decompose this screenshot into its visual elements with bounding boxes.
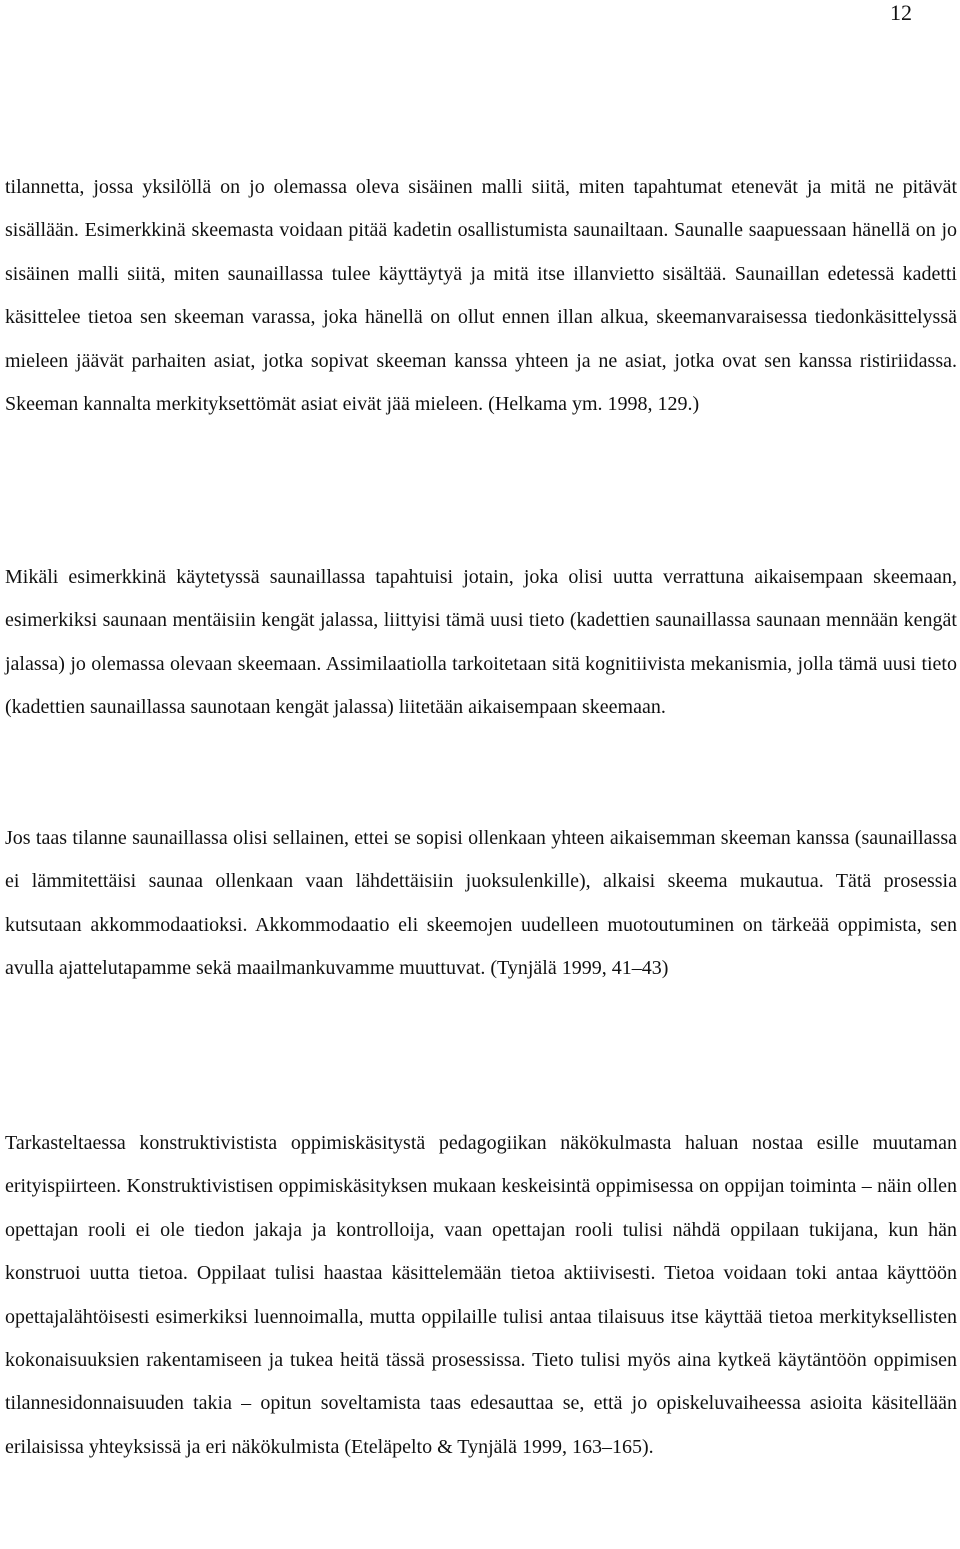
page-number: 12 [890,0,912,25]
body-paragraph: Mikäli esimerkkinä käytetyssä saunaillassa tapahtuisi jotain, joka olisi uutta verrattuna aikaisempaan skeemaan, esimerkiksi saunaan mentäisiin kengät jalassa, liittyisi tämä uusi tieto (kadettien saunaillassa saunaan mennään kengät jalassa) jo olemassa olevaan skeemaan. Assimilaatiolla tarkoitetaan sitä kognitiivista mekanismia, jolla tämä uusi tieto (kadettien saunaillassa saunotaan kengät jalassa) liitetään aikaisempaan skeemaan. [5,566,957,719]
body-paragraph: Jos taas tilanne saunaillassa olisi sellainen, ettei se sopisi ollenkaan yhteen aikaisemman skeeman kanssa (saunaillassa ei lämmitettäisi saunaa ollenkaan vaan lähdettäisiin juoksulenkille), alkaisi skeema mukautua. Tätä prosessia kutsutaan akkommodaatioksi. Akkommodaatio eli skeemojen uudelleen muotoutuminen on tärkeää oppimista, sen avulla ajattelutapamme sekä maailmankuvamme muuttuvat. (Tynjälä 1999, 41–43) [5,827,957,980]
body-paragraph: tilannetta, jossa yksilöllä on jo olemassa oleva sisäinen malli siitä, miten tapahtumat etenevät ja mitä ne pitävät sisällään. Esimerkkinä skeemasta voidaan pitää kadetin osallistumista saunailtaan. Saunalle saapuessaan hänellä on jo sisäinen malli siitä, miten saunaillassa tulee käyttäytyä ja mitä itse illanvietto sisältää. Saunaillan edetessä kadetti käsittelee tietoa sen skeeman varassa, joka hänellä on ollut ennen illan alkua, skeemanvaraisessa tiedonkäsittelyssä mieleen jäävät parhaiten asiat, jotka sopivat skeeman kanssa yhteen ja ne asiat, jotka ovat sen kanssa ristiriidassa. Skeeman kannalta merkityksettömät asiat eivät jää mieleen. (Helkama ym. 1998, 129.) [5,176,957,416]
body-paragraph: Tarkasteltaessa konstruktivistista oppimiskäsitystä pedagogiikan näkökulmasta haluan nostaa esille muutaman erityispiirteen. Konstruktivistisen oppimiskäsityksen mukaan keskeisintä oppimisessa on oppijan toiminta – näin ollen opettajan rooli ei ole tiedon jakaja ja kontrolloija, vaan opettajan rooli tulisi nähdä oppilaan tukijana, kun hän konstruoi uutta tietoa. Oppilaat tulisi haastaa käsittelemään tietoa aktiivisesti. Tietoa voidaan toki antaa käyttöön opettajalähtöisesti esimerkiksi luennoimalla, mutta oppilaille tulisi antaa tilaisuus itse käyttää tietoa merkityksellisten kokonaisuuksien rakentamiseen ja tukea heitä tässä prosessissa. Tieto tulisi myös aina kytkeä käytäntöön oppimisen tilannesidonnaisuuden takia – opitun soveltamista taas edesauttaa se, että jo opiskeluvaiheessa asioita käsitellään erilaisissa yhteyksissä ja eri näkökulmista (Eteläpelto & Tynjälä 1999, 163–165). [5,1132,957,1458]
